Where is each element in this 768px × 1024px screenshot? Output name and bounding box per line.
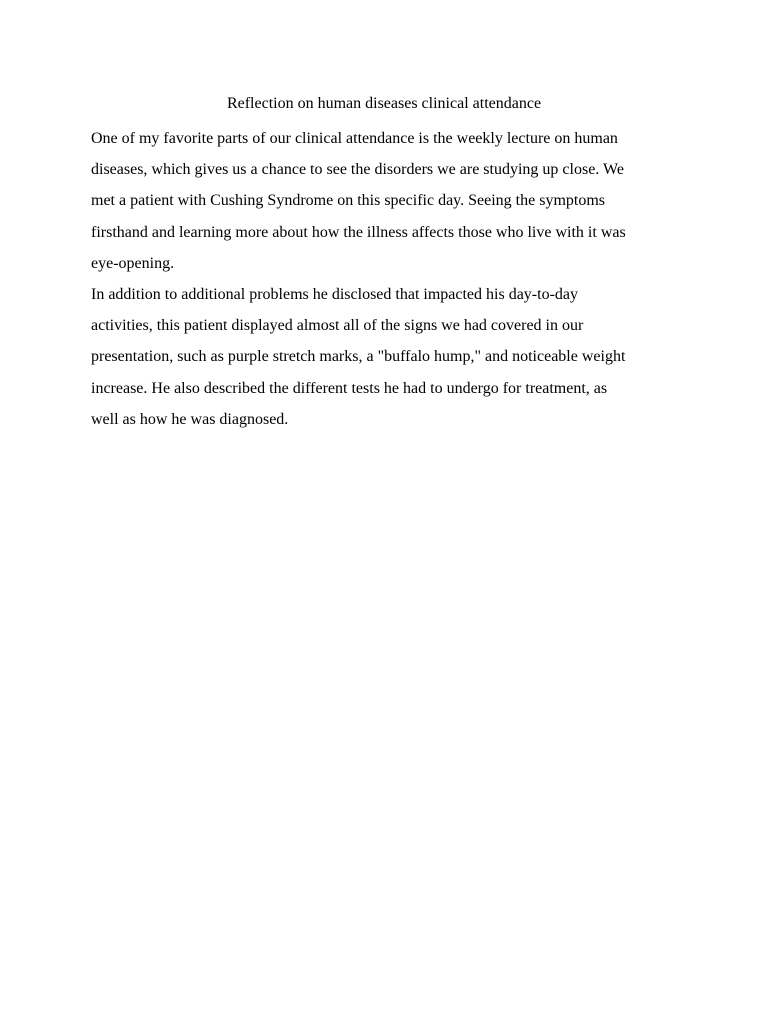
paragraph-line: eye-opening.: [91, 254, 175, 272]
document-title: Reflection on human diseases clinical attendance: [226, 95, 542, 112]
paragraph-line: presentation, such as purple stretch marks, a "buffalo hump," and noticeable weight: [91, 348, 626, 366]
paragraph-line: met a patient with Cushing Syndrome on this specific day. Seeing the symptoms: [91, 192, 606, 210]
document-body: [91, 123, 691, 435]
paragraph-line: In addition to additional problems he disclosed that impacted his day-to-day: [91, 285, 578, 303]
paragraph-1: [91, 123, 691, 279]
paragraph-line: firsthand and learning more about how the illness affects those who live with it was: [91, 223, 626, 241]
paragraph-line: One of my favorite parts of our clinical attendance is the weekly lecture on human: [91, 130, 618, 147]
paragraph-line: diseases, which gives us a chance to see the disorders we are studying up close. We: [91, 161, 624, 179]
paragraph-line: activities, this patient displayed almost all of the signs we had covered in our: [91, 317, 584, 335]
paragraph-2: [91, 279, 691, 435]
paragraph-line: well as how he was diagnosed.: [91, 410, 289, 428]
paragraph-line: increase. He also described the different tests he had to undergo for treatment, as: [91, 379, 608, 397]
